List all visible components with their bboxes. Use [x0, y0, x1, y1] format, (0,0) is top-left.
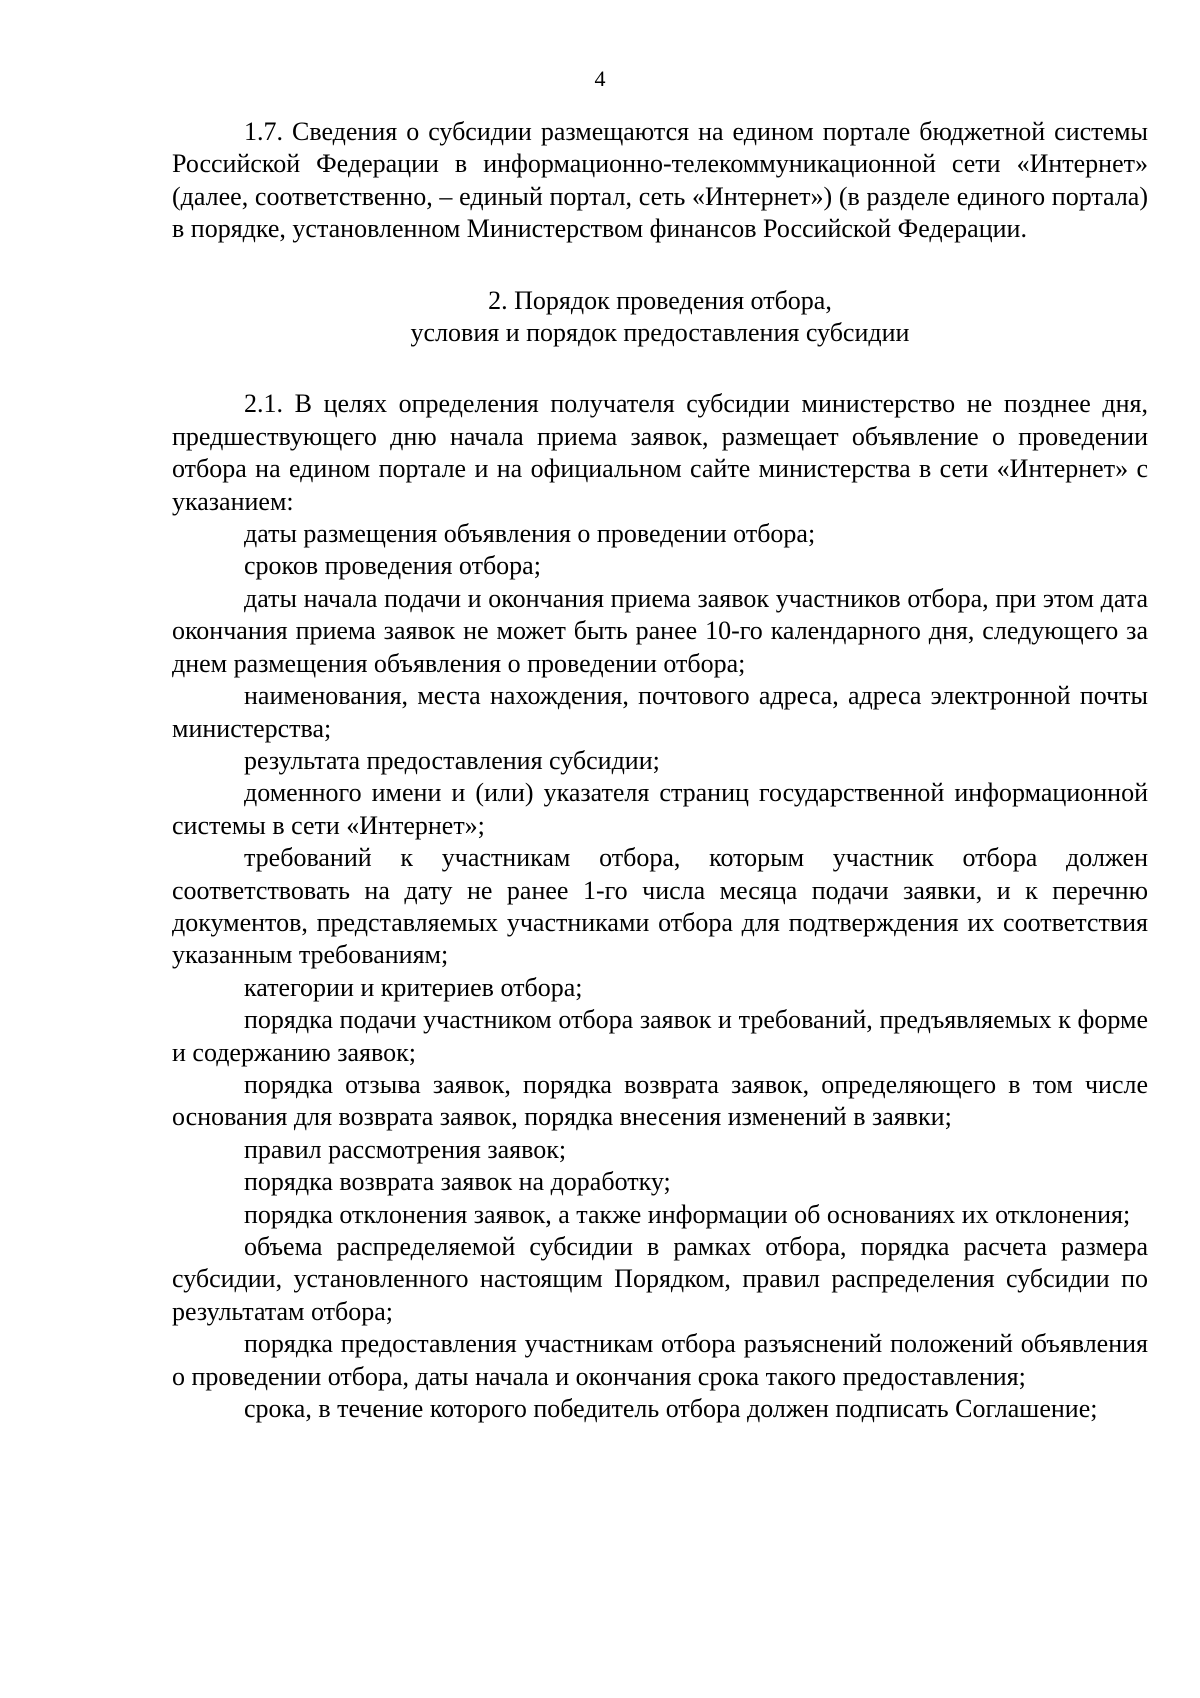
paragraph-1-7: 1.7. Сведения о субсидии размещаются на едином портале бюджетной системы Российской Федерации в информационно-телекоммуникационной сети «Интернет» (далее, соответственно, – единый портал, сеть «Интернет») (в разделе единого портала) в порядке, установленном Министерством финансов Российской Федерации. [172, 117, 1148, 244]
list-item: порядка отзыва заявок, порядка возврата заявок, определяющего в том числе основания для возврата заявок, порядка внесения изменений в заявки; [172, 1069, 1148, 1132]
list-item: порядка подачи участником отбора заявок и требований, предъявляемых к форме и содержанию заявок; [172, 1005, 1148, 1067]
section-heading [172, 285, 1148, 350]
list-item: правил рассмотрения заявок; [244, 1134, 567, 1164]
document-body [172, 116, 1148, 1425]
list-item: порядка возврата заявок на доработку; [244, 1167, 671, 1197]
page-number: 4 [594, 66, 606, 91]
list-item: объема распределяемой субсидии в рамках отбора, порядка расчета размера субсидии, установленного настоящим Порядком, правил распределения субсидии по результатам отбора; [172, 1232, 1148, 1326]
list-item: категории и критериев отбора; [244, 972, 583, 1002]
list-item: доменного имени и (или) указателя страниц государственной информационной системы в сети «Интернет»; [172, 778, 1148, 840]
list-item: наименования, места нахождения, почтового адреса, адреса электронной почты министерства; [172, 681, 1148, 743]
list-item: требований к участникам отбора, которым участник отбора должен соответствовать на дату не ранее 1-го числа месяца подачи заявки, и к перечню документов, представляемых участниками отбора для подтверждения их соответствия указанным требованиям; [172, 843, 1148, 970]
list-item: порядка предоставления участникам отбора разъяснений положений объявления о проведении отбора, даты начала и окончания срока такого предоставления; [172, 1329, 1148, 1391]
list-item: срока, в течение которого победитель отбора должен подписать Соглашение; [244, 1394, 1098, 1424]
section-heading-line-1: 2. Порядок проведения отбора, [488, 285, 832, 315]
list-item: порядка отклонения заявок, а также информации об основаниях их отклонения; [244, 1199, 1131, 1229]
list-item: даты размещения объявления о проведении отбора; [244, 519, 816, 549]
paragraph-2-1: 2.1. В целях определения получателя субсидии министерство не позднее дня, предшествующего дню начала приема заявок, размещает объявление о проведении отбора на едином портале и на официальном сайте министерства в сети «Интернет» с указанием: [172, 389, 1148, 516]
list-item: даты начала подачи и окончания приема заявок участников отбора, при этом дата окончания приема заявок не может быть ранее 10-го календарного дня, следующего за днем размещения объявления о проведении отбора; [172, 583, 1148, 678]
list-item: сроков проведения отбора; [244, 551, 541, 581]
section-heading-line-2: условия и порядок предоставления субсидии [410, 318, 910, 348]
list-item: результата предоставления субсидии; [244, 745, 660, 775]
